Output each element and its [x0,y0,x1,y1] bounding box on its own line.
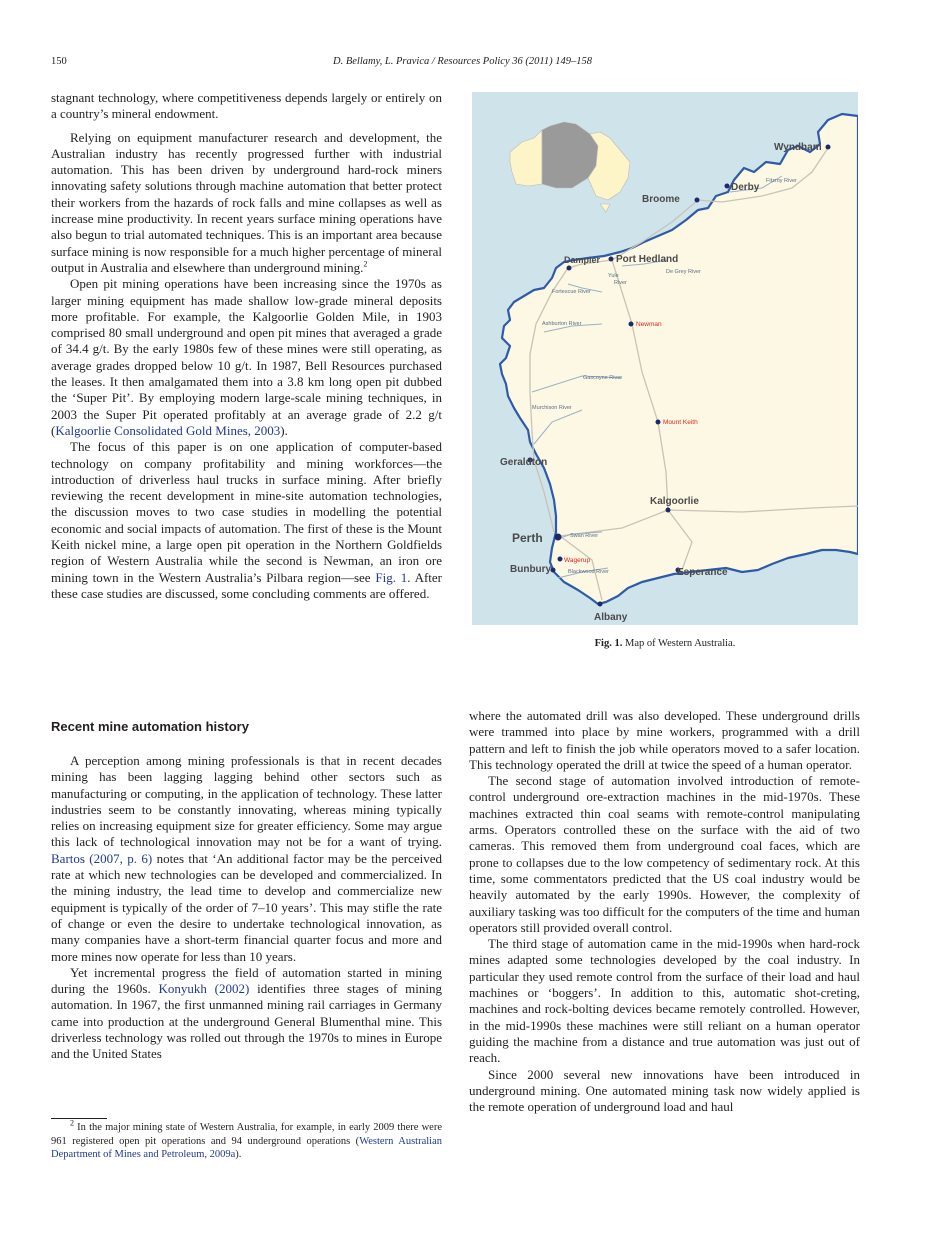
figure-caption-text: Map of Western Australia. [622,638,736,649]
citation-link[interactable]: Kalgoorlie Consolidated Gold Mines, 2003 [55,422,281,438]
figure-caption [472,638,858,649]
paragraph-text: ). [280,422,288,438]
paragraph-text: Yet incremental progress the field of automation started in mining during the 1960s. [51,964,442,997]
town-dot-kalgoorlie [666,508,671,513]
footnote [51,1118,442,1162]
town-dot-broome [695,198,700,203]
town-label-geraldton: Geraldton [500,457,548,468]
map-of-western-australia [472,92,858,625]
town-dot-port-hedland [609,257,614,262]
paragraph: stagnant technology, where competitiveness depends largely or entirely on a country’s mineral endowment. [51,90,442,122]
page-number: 150 [51,56,67,67]
footnote-body: In the major mining state of Western Australia, for example, in early 2009 there were 961 registered open pit operations and 94 underground operations ( [51,1122,442,1147]
town-dot-derby [725,184,730,189]
town-label-derby: Derby [731,182,760,193]
paragraph-text: The focus of this paper is on one application of computer-based technology on company profitability and mining workforces—the introduction of driverless haul trucks in surface mining. After briefly reviewing the recent development in mine-site automation technologies, the discussion moves to two case studies in modelling the potential economic and social impacts of automation. The first of these is the Mount Keith nickel mine, a large open pit operation in the Northern Goldfields region of Western Australia while the second is Newman, an iron ore mining town in the Western Australia’s Pilbara region—see [51,439,442,585]
right-column [469,708,860,1115]
town-label-wagerup: Wagerup [564,557,591,564]
town-label-perth: Perth [512,531,543,545]
town-dot-albany [598,602,603,607]
river-label-fortescue: Fortescue River [552,289,591,295]
town-dot-perth [555,534,562,541]
paragraph [51,965,442,1063]
paragraph [51,753,442,965]
town-dot-newman [629,322,634,327]
town-dot-dampier [567,266,572,271]
paragraph: The second stage of automation involved introduction of remote-control underground ore-extraction machines in the mid-1970s. These machines extracted thin coal seams with remote-control manipulating arms. Operators controlled these on the surface with the aid of two cameras. This removed them from underground coal faces, which are prone to collapses due to the low competency of sedimentary rock. At this time, some commentators predicted that the US coal industry would be heavily automated by the early 1990s. However, the complexity of auxiliary tasking was too difficult for the computers of the time and human operators still provided overall control. [469,773,860,935]
town-dot-mount-keith [656,420,661,425]
river-label-ashburton: Ashburton River [542,321,582,327]
footnote-number: 2 [70,1118,74,1128]
town-label-port-hedland: Port Hedland [616,254,679,265]
town-label-wyndham: Wyndham [774,142,822,153]
town-label-newman: Newman [636,321,662,328]
river-label-yule: River [614,280,627,286]
town-label-albany: Albany [594,612,628,623]
river-label-swan: Swan River [570,533,599,539]
paragraph-text: A perception among mining professionals is that in recent decades mining has been lagging lagging behind other sectors such as manufacturing or computing, in the application of technology. These latter industries seem to be constantly innovating, whereas mining typically relies on increasing equipment size for greater efficiency. Some may argue this lack of technological innovation may not be for a want of trying. [51,753,442,850]
paragraph [51,276,442,439]
paragraph [51,130,442,277]
footnote-text [51,1118,442,1162]
section-heading: Recent mine automation history [51,719,249,734]
river-label-fitzroy: Fitzroy River [766,178,797,184]
town-dot-wyndham [826,145,831,150]
town-dot-wagerup [558,557,563,562]
running-head: D. Bellamy, L. Pravica / Resources Policy 36 (2011) 149–158 [333,56,592,67]
paragraph-text: identifies three stages of mining automation. In 1967, the first unmanned mining rail carriages in Germany came into production at the underground General Blumenthal mine. This driverless technology was rolled out through the 1970s to mines in Europe and the United States [51,981,443,1062]
citation-link[interactable]: Western Australian Department of Mines and Petroleum, 2009a [51,1135,442,1160]
river-label-yule: Yule [608,273,619,279]
town-label-bunbury: Bunbury [510,564,552,575]
town-dot-bunbury [551,568,556,573]
river-label-blackwood: Blackwood River [568,569,609,575]
town-label-broome: Broome [642,194,680,205]
paragraph: Since 2000 several new innovations have been introduced in underground mining. One automated mining task now widely applied is the remote operation of underground load and haul [469,1066,860,1115]
paragraph-text: . After these case studies are discussed, some concluding comments are offered. [51,569,442,601]
footnote-body: ). [235,1149,242,1160]
paragraph-text: notes that ‘An additional factor may be the perceived rate at which new technologies can be developed and commercialized. In the mining industry, the lead time to develop and commercialize new equipment is typically of the order of 7–10 years’. This may stifle the rate of change or even the desire to undertake technological innovation, as many companies have a short-term financial quarter focus and more and more mines now operate for less than 10 years. [51,850,442,964]
town-label-mount-keith: Mount Keith [663,419,698,426]
footnote-mark[interactable]: 2 [363,259,368,269]
paragraph: The third stage of automation came in the mid-1990s when hard-rock mines adapted some technologies developed by the coal industry. In particular they used remote control from the surface of their load and haul machines or ‘boggers’. In addition to this, automatic shot-creting, machines and rock-bolting devices became remotely controlled. However, in the mid-1990s these machines were still reliant on a human operator guiding the machine from a distance and true automation was just out of reach. [469,936,860,1066]
paragraph-text: Relying on equipment manufacturer research and development, the Australian industry has recently progressed further with industrial automation. This has been driven by underground hard-rock miners innovating safety solutions through machine automation that better protect their workers from the hazards of rock falls and mine collapses as well as increase mine productivity. In recent years surface mining operations have also begun to trial automated techniques. This is an important area because surface mining is now responsible for a much higher percentage of mineral output in Australia and elsewhere than underground mining. [51,129,442,275]
left-column-top [51,90,442,602]
town-label-kalgoorlie: Kalgoorlie [650,496,699,507]
river-label-gascoyne: Gascoyne River [583,375,623,381]
paragraph-text: Open pit mining operations have been increasing since the 1970s as larger mining equipment has made shallow low-grade mineral deposits more profitable. For example, the Kalgoorlie Golden Mile, in 1903 comprised 80 small underground and open pit mines that averaged a grade of 34.4 g/t. By the early 1980s few of these mines were still operating, as average grades dropped below 10 g/t. In 1987, Bell Resources purchased the leases. It then amalgamated them into a 3.8 km long open pit dubbed the ‘Super Pit’. By employing modern large-scale mining techniques, in 2003 the Super Pit operated profitably at an average grade of 2.2 g/t ( [51,276,442,438]
figure-link[interactable]: Fig. 1 [375,569,408,585]
footnote-rule [51,1118,107,1119]
paragraph [51,439,442,602]
citation-link[interactable]: Bartos (2007, p. 6) [51,850,153,866]
left-column-bottom [51,753,442,1063]
citation-link[interactable]: Konyukh (2002) [158,981,250,997]
town-label-esperance: Esperance [677,567,728,578]
town-label-dampier: Dampier [564,255,601,265]
river-label-murchison: Murchison River [532,405,572,411]
figure-label: Fig. 1. [594,638,623,649]
river-label-de-grey: De Grey River [666,269,701,275]
paragraph: where the automated drill was also developed. These underground drills were trammed into place by mine workers, programmed with a drill pattern and left to finish the job while operators moved to a safer location. This technology operated the drill at twice the speed of a human operator. [469,708,860,772]
